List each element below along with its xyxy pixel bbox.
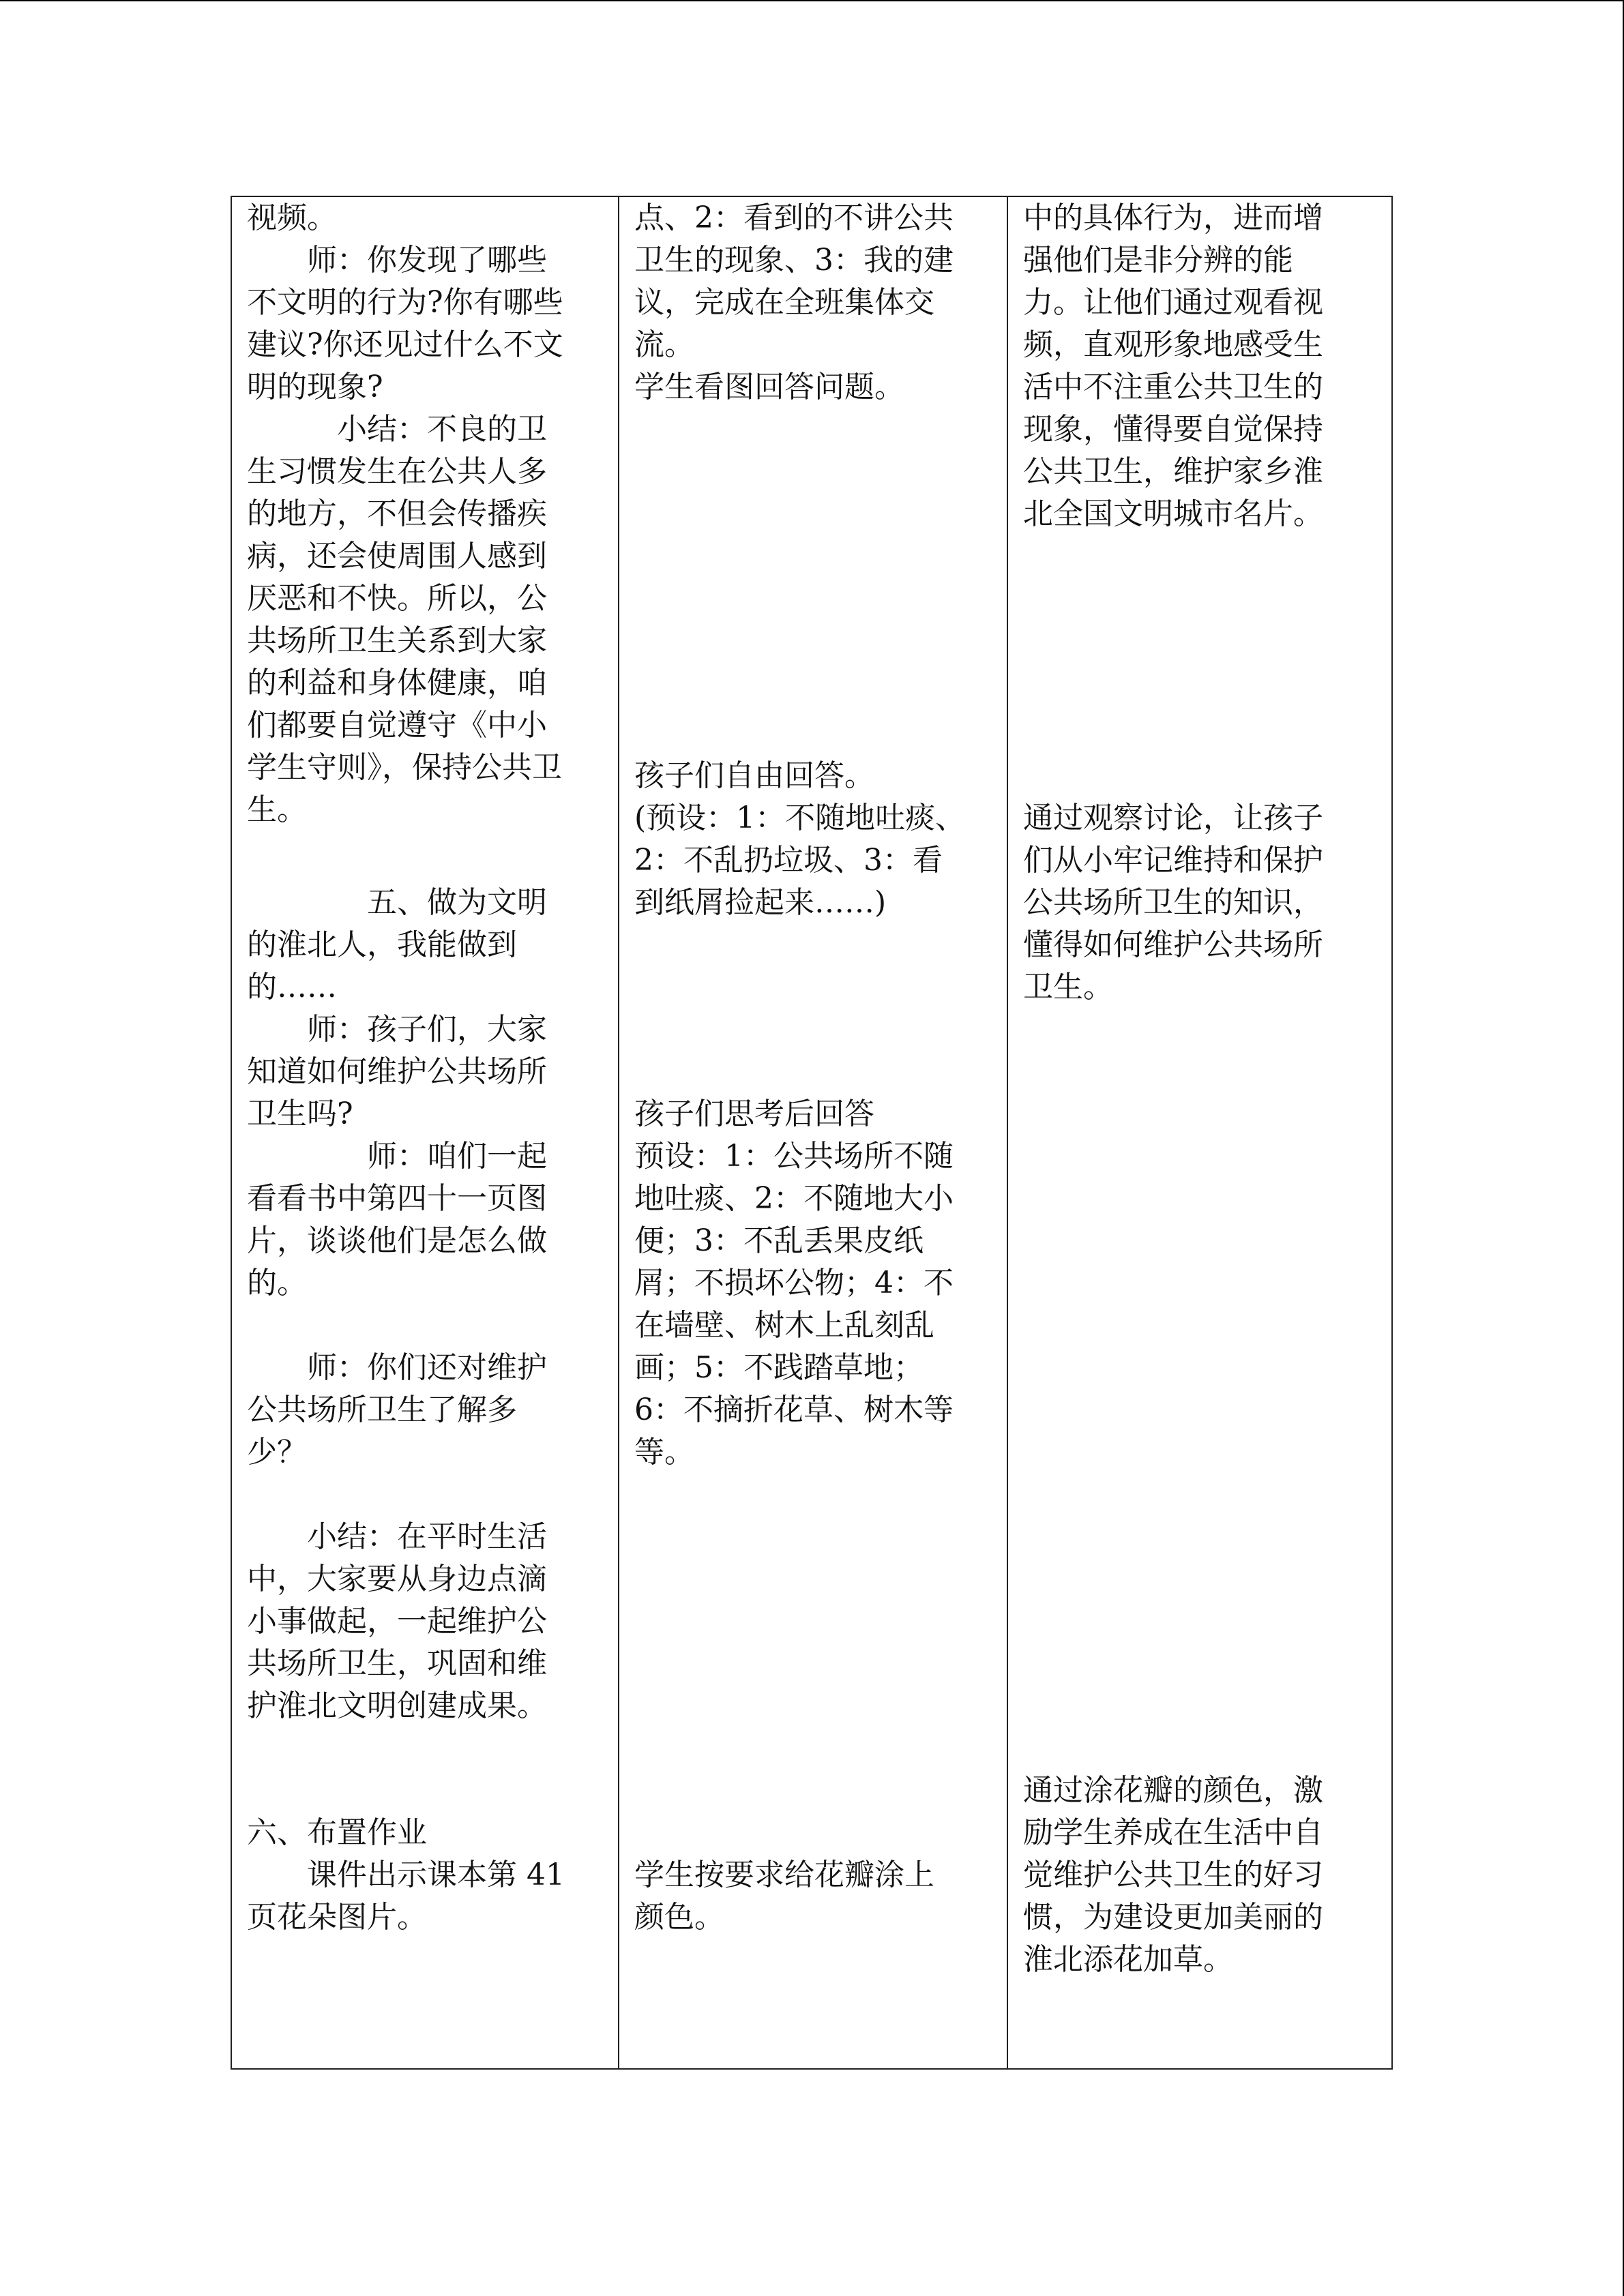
- text-line: 视频。: [247, 200, 337, 235]
- text-line: 频，直观形象地感受生: [1023, 327, 1323, 362]
- text-line: 流。: [634, 327, 694, 362]
- text-line: 6：不摘折花草、树木等: [634, 1392, 954, 1427]
- text-line: 少？: [247, 1435, 307, 1470]
- text-line: 屑；不损坏公物；4：不: [634, 1266, 954, 1300]
- design-intent-column: [1008, 197, 1391, 2068]
- text-line: 片，谈谈他们是怎么做: [247, 1223, 547, 1258]
- teacher-question-4: [247, 1347, 612, 1474]
- text-line: 现象，懂得要自觉保持: [1023, 412, 1323, 447]
- text-line: 通过涂花瓣的颜色，激: [1023, 1773, 1323, 1808]
- text-line: 页花朵图片。: [247, 1900, 427, 1935]
- text-line: 2：不乱扔垃圾、3：看: [634, 843, 943, 878]
- text-line: 的。: [247, 1266, 307, 1300]
- text-line: 中，大家要从身边点滴: [247, 1562, 547, 1596]
- text-line: 预设：1：公共场所不随: [634, 1139, 954, 1174]
- text-line: 学生守则》，保持公共卫: [247, 750, 562, 785]
- text-line: 六、布置作业: [247, 1815, 427, 1850]
- text-line: 课件出示课本第 41: [307, 1858, 565, 1892]
- text-line: 师：孩子们，大家: [307, 1012, 547, 1047]
- text-line: 惯，为建设更加美丽的: [1023, 1900, 1323, 1935]
- text-line: 点、2：看到的不讲公共: [634, 200, 954, 235]
- text-line: 公共卫生，维护家乡淮: [1023, 454, 1323, 489]
- text-line: 卫生。: [1023, 970, 1113, 1004]
- text-line: 活中不注重公共卫生的: [1023, 370, 1323, 404]
- text-line: 强他们是非分辨的能: [1023, 243, 1293, 278]
- text-line: 共场所卫生，巩固和维: [247, 1646, 547, 1681]
- text-line: 卫生吗?: [247, 1097, 353, 1131]
- design-intent-1: [1023, 197, 1386, 535]
- student-answer-2: [634, 1093, 1001, 1474]
- teacher-question-1: [247, 239, 612, 408]
- text-line: 在墙壁、树木上乱刻乱: [634, 1308, 934, 1343]
- homework-instruction: [247, 1854, 612, 1939]
- student-answer-1: [634, 755, 1001, 924]
- text-line: 五、做为文明: [367, 885, 547, 920]
- page-top-border: [0, 0, 1624, 1]
- teacher-question-2: [247, 1009, 612, 1135]
- text-line: 孩子们自由回答。: [634, 758, 874, 793]
- text-line: 不文明的行为?你有哪些: [247, 285, 563, 320]
- text-line: 小事做起，一起维护公: [247, 1604, 547, 1639]
- text-line: 小结：在平时生活: [307, 1519, 547, 1554]
- text-line: 知道如何维护公共场所: [247, 1054, 547, 1089]
- text-line: 励学生养成在生活中自: [1023, 1815, 1323, 1850]
- text-line: 便；3：不乱丢果皮纸: [634, 1223, 924, 1258]
- design-intent-3: [1023, 1770, 1386, 1981]
- text-line: 生习惯发生在公共人多: [247, 454, 547, 489]
- text-line: (预设：1：不随地吐痰、: [634, 801, 966, 835]
- text-line: 小结：不良的卫: [337, 412, 547, 447]
- text-line: 学生按要求给花瓣涂上: [634, 1858, 934, 1892]
- design-intent-2: [1023, 797, 1386, 1009]
- text-line: 孩子们思考后回答: [634, 1097, 874, 1131]
- section-6-heading: [247, 1812, 612, 1854]
- teacher-question-3: [247, 1135, 612, 1304]
- text-line: 病，还会使周围人感到: [247, 539, 547, 573]
- text-line: 卫生的现象、3：我的建: [634, 243, 954, 278]
- text-line: 等。: [634, 1435, 694, 1470]
- text-line: 通过观察讨论，让孩子: [1023, 801, 1323, 835]
- text-line: 中的具体行为，进而增: [1023, 200, 1323, 235]
- text-line: 建议?你还见过什么不文: [247, 327, 563, 362]
- teacher-activity-column: [232, 197, 619, 2068]
- text-line: 的……: [247, 970, 337, 1004]
- lesson-plan-table: [231, 196, 1393, 2070]
- text-line: 觉维护公共卫生的好习: [1023, 1858, 1323, 1892]
- text-line: 颜色。: [634, 1900, 724, 1935]
- text-line: 看看书中第四十一页图: [247, 1181, 547, 1216]
- text-line: 北全国文明城市名片。: [1023, 496, 1323, 531]
- teacher-summary-2: [247, 1516, 612, 1727]
- teacher-summary-1: [247, 408, 612, 831]
- student-homework-task: [634, 1854, 1001, 1939]
- text-line: 的淮北人，我能做到: [247, 927, 517, 962]
- text-line: 力。让他们通过观看视: [1023, 285, 1323, 320]
- text-line: 公共场所卫生的知识，: [1023, 885, 1323, 920]
- student-activity-column: [619, 197, 1008, 2068]
- text-line: 的地方，不但会传播疾: [247, 496, 547, 531]
- text-line: 学生看图回答问题。: [634, 370, 904, 404]
- text-line: 师：咱们一起: [367, 1139, 547, 1174]
- text-line: 地吐痰、2：不随地大小: [634, 1181, 954, 1216]
- text-line: 的利益和身体健康，咱: [247, 666, 547, 700]
- text-line: 到纸屑捡起来……): [634, 885, 887, 920]
- text-line: 公共场所卫生了解多: [247, 1392, 517, 1427]
- text-line: 共场所卫生关系到大家: [247, 623, 547, 658]
- text-line: 懂得如何维护公共场所: [1023, 927, 1323, 962]
- section-5-heading: [247, 882, 612, 1009]
- video-end-text: [247, 197, 612, 239]
- text-line: 议，完成在全班集体交: [634, 285, 934, 320]
- text-line: 画；5：不践踏草地；: [634, 1350, 924, 1385]
- student-discussion: [634, 197, 1001, 408]
- text-line: 们都要自觉遵守《中小: [247, 708, 547, 743]
- text-line: 师：你们还对维护: [307, 1350, 547, 1385]
- text-line: 护淮北文明创建成果。: [247, 1688, 547, 1723]
- text-line: 厌恶和不快。所以，公: [247, 581, 547, 616]
- text-line: 生。: [247, 792, 307, 827]
- text-line: 明的现象?: [247, 370, 383, 404]
- text-line: 淮北添花加草。: [1023, 1942, 1233, 1977]
- text-line: 们从小牢记维持和保护: [1023, 843, 1323, 878]
- text-line: 师：你发现了哪些: [307, 243, 547, 278]
